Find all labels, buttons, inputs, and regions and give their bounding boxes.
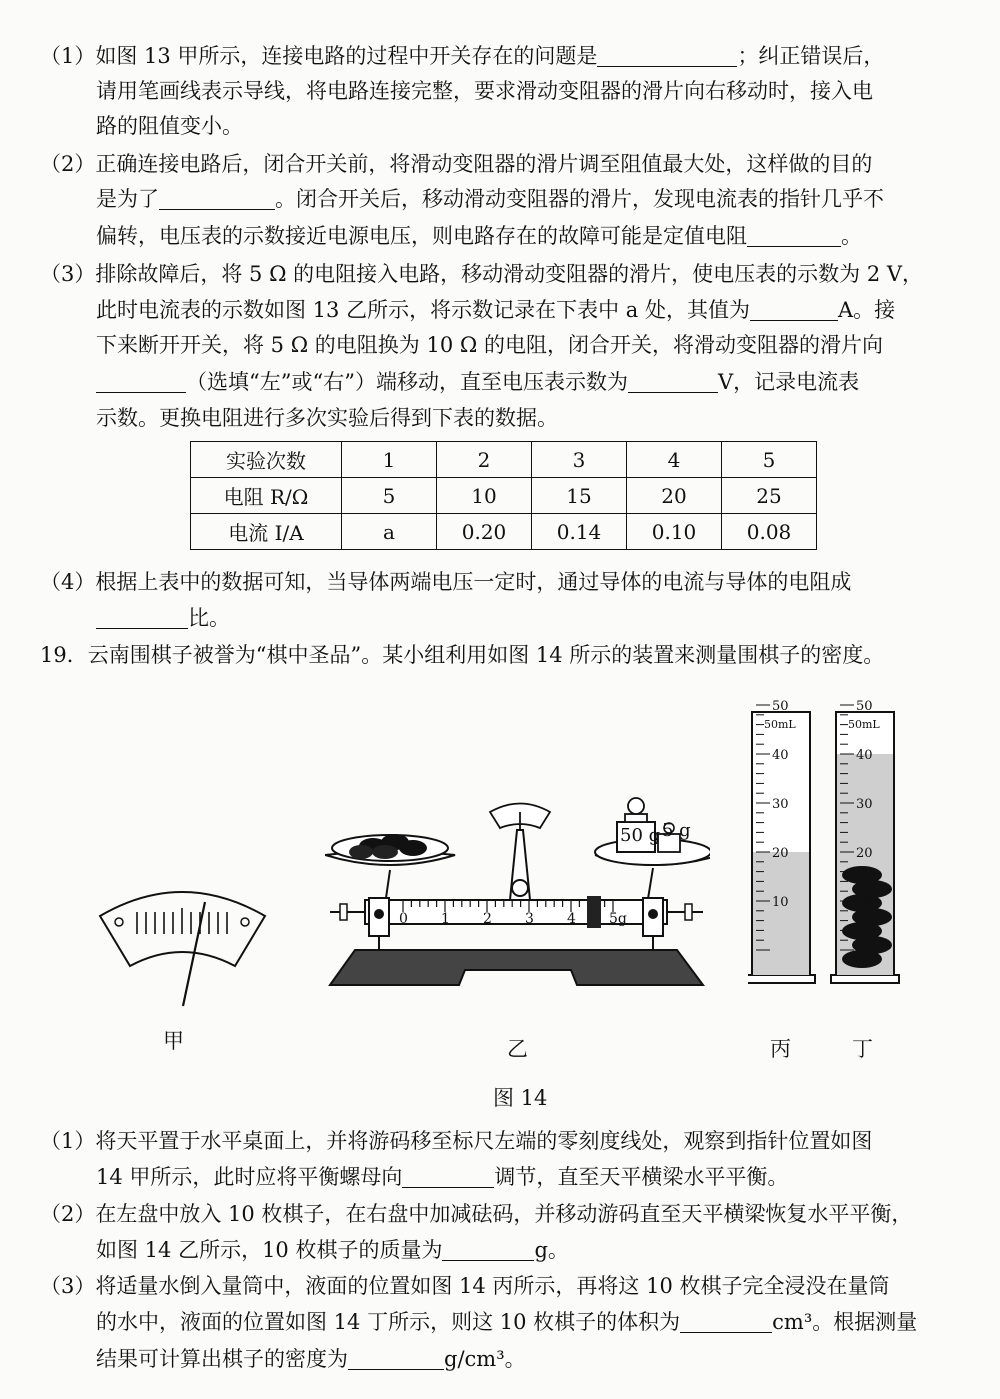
table-cell: 电阻 R/Ω — [191, 478, 342, 514]
q19-part1-line1: （1）将天平置于水平桌面上，并将游码移至标尺左端的零刻度线处，观察到指针位置如图 — [40, 1129, 873, 1153]
table-row — [191, 514, 817, 550]
q19-part3-line2: 的水中，液面的位置如图 14 丁所示，则这 10 枚棋子的体积为 cm³。根据测量 — [96, 1310, 918, 1334]
beam-scale-label: 2 — [483, 911, 492, 927]
q19-part2-line1: （2）在左盘中放入 10 枚棋子，在右盘中加减砝码，并移动游码直至天平横梁恢复水平平衡， — [40, 1202, 913, 1226]
figure-label-ding: 丁 — [852, 1037, 873, 1061]
cylinder-scale-label: 10 — [856, 895, 873, 910]
table-cell: 0.14 — [532, 514, 627, 550]
cylinder-unit-label: 50mL — [764, 718, 796, 731]
weight-50g-label: 50 g — [620, 825, 661, 846]
cylinders-figure — [748, 700, 903, 1000]
q18-part1-line3: 路的阻值变小。 — [96, 114, 243, 138]
answer-blank[interactable] — [402, 1163, 494, 1188]
q18-part3-line1: （3）排除故障后，将 5 Ω 的电阻接入电路，移动滑动变阻器的滑片，使电压表的示数为 2 V， — [40, 262, 924, 286]
q18-part2-line2: 是为了 。闭合开关后，移动滑动变阻器的滑片，发现电流表的指针几乎不 — [96, 187, 884, 211]
answer-blank[interactable] — [597, 42, 737, 67]
cylinder-scale-label: 10 — [772, 895, 789, 910]
beam-scale-label: 4 — [567, 911, 576, 927]
table-cell: 电流 I/A — [191, 514, 342, 550]
q19-part3-line1: （3）将适量水倒入量筒中，液面的位置如图 14 丙所示，再将这 10 枚棋子完全浸没在量筒 — [40, 1274, 890, 1298]
table-cell: 1 — [342, 442, 437, 478]
q19-part2-line2: 如图 14 乙所示，10 枚棋子的质量为 g。 — [96, 1238, 569, 1262]
q18-part3-line3: 下来断开开关，将 5 Ω 的电阻换为 10 Ω 的电阻，闭合开关，将滑动变阻器的滑片向 — [96, 333, 883, 357]
cylinder-scale-label: 50 — [856, 700, 873, 714]
table-cell: 20 — [627, 478, 722, 514]
cylinder-scale-label: 20 — [856, 846, 873, 861]
cylinder-scale-label: 40 — [856, 748, 873, 763]
beam-scale-label: 1 — [441, 911, 450, 927]
figure-label-bing: 丙 — [770, 1037, 791, 1061]
table-cell: 0.10 — [627, 514, 722, 550]
table-row — [191, 478, 817, 514]
beam-scale-label: 5g — [609, 911, 627, 927]
answer-blank[interactable] — [159, 185, 275, 210]
figure-caption: 图 14 — [493, 1086, 548, 1110]
cylinder-scale-label: 50 — [772, 700, 789, 714]
weight-5g-label: 5 g — [662, 820, 691, 841]
q18-part2-line3: 偏转，电压表的示数接近电源电压，则电路存在的故障可能是定值电阻 。 — [96, 224, 862, 248]
table-cell: 4 — [627, 442, 722, 478]
q18-part4-line2: 比。 — [96, 600, 230, 636]
beam-scale-label: 0 — [399, 911, 408, 927]
q18-part1-line1: （1）如图 13 甲所示，连接电路的过程中开关存在的问题是 ；纠正错误后， — [40, 44, 885, 68]
beam-scale-label: 3 — [525, 911, 534, 927]
q18-part3-line4: （选填“左”或“右”）端移动，直至电压表示数为 V，记录电流表 — [96, 364, 859, 400]
table-cell: 5 — [722, 442, 817, 478]
q19-part3-line3: 结果可计算出棋子的密度为 g/cm³。 — [96, 1347, 526, 1371]
table-cell: 0.08 — [722, 514, 817, 550]
answer-blank[interactable] — [750, 296, 838, 321]
q19-intro: 19．云南围棋子被誉为“棋中圣品”。某小组利用如图 14 所示的装置来测量围棋子的密度。 — [40, 643, 885, 667]
balance-figure — [325, 790, 710, 995]
answer-blank[interactable] — [747, 222, 841, 247]
cylinder-unit-label: 50mL — [848, 718, 880, 731]
table-cell-a: a — [342, 514, 437, 550]
q19-part1-line2: 14 甲所示，此时应将平衡螺母向 调节，直至天平横梁水平平衡。 — [96, 1165, 789, 1189]
table-row — [191, 442, 817, 478]
table-cell: 15 — [532, 478, 627, 514]
answer-blank[interactable] — [442, 1236, 534, 1261]
table-cell: 0.20 — [437, 514, 532, 550]
data-table — [190, 441, 817, 550]
cylinder-scale-label: 40 — [772, 748, 789, 763]
table-cell: 25 — [722, 478, 817, 514]
table-cell: 2 — [437, 442, 532, 478]
table-cell: 5 — [342, 478, 437, 514]
answer-blank[interactable] — [96, 368, 186, 393]
answer-blank[interactable] — [628, 368, 718, 393]
cylinder-scale-label: 20 — [772, 846, 789, 861]
table-cell: 10 — [437, 478, 532, 514]
table-cell: 实验次数 — [191, 442, 342, 478]
figure-label-yi: 乙 — [507, 1037, 528, 1061]
answer-blank[interactable] — [680, 1308, 772, 1333]
answer-blank[interactable] — [96, 604, 188, 629]
chess-piece — [842, 950, 882, 968]
q18-part3-line5: 示数。更换电阻进行多次实验后得到下表的数据。 — [96, 406, 558, 430]
answer-blank[interactable] — [348, 1345, 444, 1370]
q18-part1-line2: 请用笔画线表示导线，将电路连接完整，要求滑动变阻器的滑片向右移动时，接入电 — [96, 79, 873, 103]
q18-part3-line2: 此时电流表的示数如图 13 乙所示，将示数记录在下表中 a 处，其值为 A。接 — [96, 298, 896, 322]
table-cell: 3 — [532, 442, 627, 478]
figure-label-jia: 甲 — [163, 1029, 184, 1053]
q18-part4-line1: （4）根据上表中的数据可知，当导体两端电压一定时，通过导体的电流与导体的电阻成 — [40, 570, 852, 594]
cylinder-scale-label: 30 — [856, 797, 873, 812]
q18-part2-line1: （2）正确连接电路后，闭合开关前，将滑动变阻器的滑片调至阻值最大处，这样做的目的 — [40, 152, 873, 176]
cylinder-scale-label: 30 — [772, 797, 789, 812]
pointer-dial-figure — [95, 878, 270, 1013]
